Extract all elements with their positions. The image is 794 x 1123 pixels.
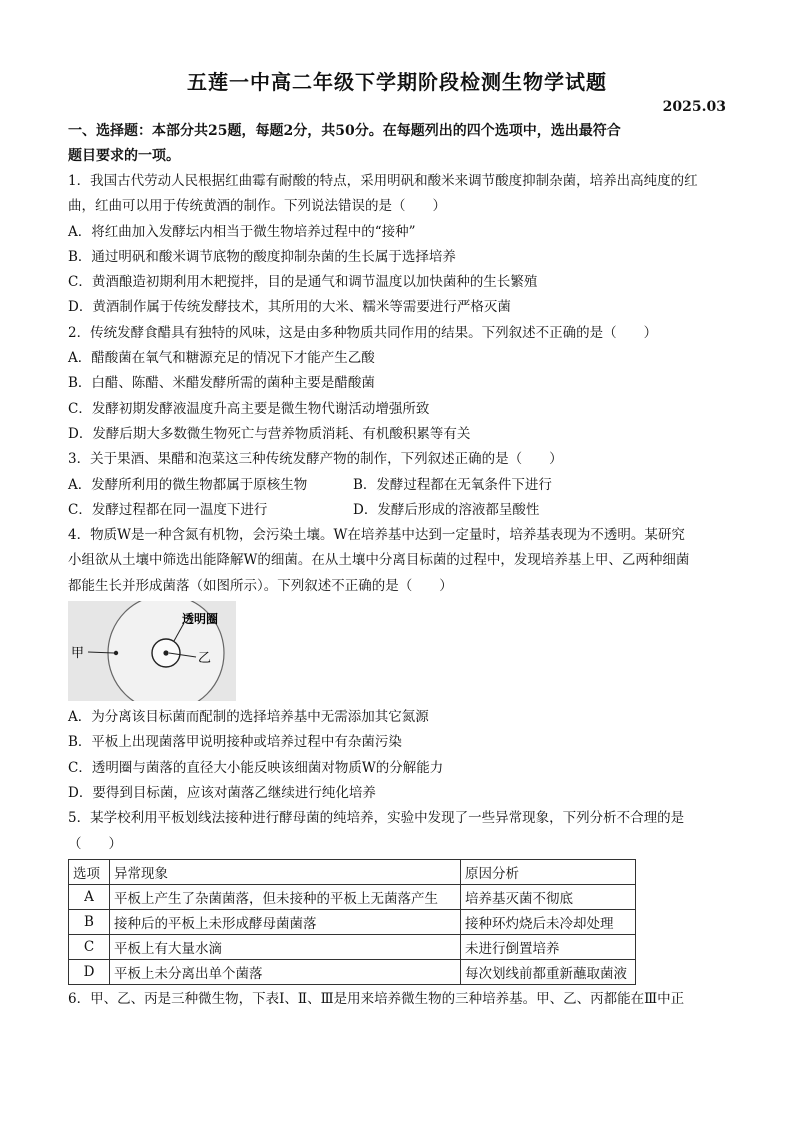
q3-option-c: C．发酵过程都在同一温度下进行 <box>68 501 268 518</box>
q5-table <box>68 859 636 985</box>
table-cell: 接种环灼烧后未冷却处理 <box>461 909 636 934</box>
q3-options-row2 <box>68 498 726 523</box>
q4-option-c: C．透明圈与菌落的直径大小能反映该细菌对物质W的分解能力 <box>68 759 444 776</box>
table-row <box>69 934 636 959</box>
petri-dish-figure <box>68 601 236 701</box>
q4-stem-line1: 4．物质W是一种含氮有机物，会污染土壤。W在培养基中达到一定量时，培养基表现为不透明。某研究 <box>68 527 685 544</box>
table-cell: B <box>69 909 110 934</box>
q3-option-b: B．发酵过程都在无氧条件下进行 <box>353 476 552 493</box>
table-row <box>69 884 636 909</box>
question-5 <box>68 806 726 985</box>
q3-option-a: A．发酵所利用的微生物都属于原核生物 <box>68 476 308 493</box>
table-cell: D <box>69 959 110 984</box>
table-cell: 平板上未分离出单个菌落 <box>110 959 461 984</box>
table-header-cell: 选项 <box>69 859 110 884</box>
petri-dish-diagram <box>68 601 236 701</box>
label-jia: 甲 <box>71 646 85 662</box>
q2-option-b: B．白醋、陈醋、米醋发酵所需的菌种主要是醋酸菌 <box>68 375 375 392</box>
exam-date: 2025.03 <box>662 99 726 115</box>
table-header-cell: 原因分析 <box>461 859 636 884</box>
q3-options-row1 <box>68 473 726 498</box>
question-4 <box>68 523 726 806</box>
q5-stem-line1: 5．某学校利用平板划线法接种进行酵母菌的纯培养，实验中发现了一些异常现象，下列分析不合理的是 <box>68 810 685 827</box>
q4-stem-line2: 小组欲从土壤中筛选出能降解W的细菌。在从土壤中分离目标菌的过程中，发现培养基上甲、乙两种细菌 <box>68 552 690 569</box>
label-halo: 透明圈 <box>182 612 219 627</box>
q1-stem-line1: 1．我国古代劳动人民根据红曲霉有耐酸的特点，采用明矾和酸米来调节酸度抑制杂菌，培养出高纯度的红 <box>68 173 698 189</box>
table-cell: A <box>69 884 110 909</box>
q1-option-d: D．黄酒制作属于传统发酵技术，其所用的大米、糯米等需要进行严格灭菌 <box>68 299 511 316</box>
q4-option-d: D．要得到目标菌，应该对菌落乙继续进行纯化培养 <box>68 784 376 801</box>
q4-option-b: B．平板上出现菌落甲说明接种或培养过程中有杂菌污染 <box>68 734 402 751</box>
q1-stem-line2: 曲，红曲可以用于传统黄酒的制作。下列说法错误的是（ ） <box>68 198 446 215</box>
section-heading-line2: 题目要求的一项。 <box>68 148 180 164</box>
table-cell: 平板上产生了杂菌菌落，但未接种的平板上无菌落产生 <box>110 884 461 909</box>
exam-page <box>68 66 726 1012</box>
question-3 <box>68 447 726 523</box>
q6-stem-line1: 6．甲、乙、丙是三种微生物，下表Ⅰ、Ⅱ、Ⅲ是用来培养微生物的三种培养基。甲、乙、丙都能在Ⅲ中正 <box>68 990 685 1007</box>
label-yi: 乙 <box>198 651 212 667</box>
table-header-row <box>69 859 636 884</box>
q2-option-a: A．醋酸菌在氧气和糖源充足的情况下才能产生乙酸 <box>68 350 375 367</box>
table-row <box>69 959 636 984</box>
q4-stem-line3: 都能生长并形成菌落（如图所示）。下列叙述不正确的是（ ） <box>68 577 453 594</box>
question-6 <box>68 987 726 1012</box>
colony-yi-dot <box>163 650 168 655</box>
table-cell: 培养基灭菌不彻底 <box>461 884 636 909</box>
q1-option-b: B．通过明矾和酸米调节底物的酸度抑制杂菌的生长属于选择培养 <box>68 248 456 265</box>
q2-option-c: C．发酵初期发酵液温度升高主要是微生物代谢活动增强所致 <box>68 400 430 417</box>
table-cell: 平板上有大量水滴 <box>110 934 461 959</box>
q3-stem: 3．关于果酒、果醋和泡菜这三种传统发酵产物的制作，下列叙述正确的是（ ） <box>68 451 563 468</box>
q4-option-a: A．为分离该目标菌而配制的选择培养基中无需添加其它氮源 <box>68 709 429 726</box>
question-2 <box>68 321 726 447</box>
question-1 <box>68 169 726 321</box>
page-title: 五莲一中高二年级下学期阶段检测生物学试题 <box>187 70 607 94</box>
table-header-cell: 异常现象 <box>110 859 461 884</box>
q3-option-d: D．发酵后形成的溶液都呈酸性 <box>353 501 540 518</box>
q2-option-d: D．发酵后期大多数微生物死亡与营养物质消耗、有机酸积累等有关 <box>68 425 471 442</box>
table-cell: 每次划线前都重新蘸取菌液 <box>461 959 636 984</box>
q5-stem-line2: （ ） <box>68 835 122 852</box>
section-heading-line1: 一、选择题：本部分共25题，每题2分，共50分。在每题列出的四个选项中，选出最符合 <box>68 123 621 139</box>
table-cell: C <box>69 934 110 959</box>
table-cell: 接种后的平板上未形成酵母菌菌落 <box>110 909 461 934</box>
q1-option-c: C．黄酒酿造初期利用木耙搅拌，目的是通气和调节温度以加快菌种的生长繁殖 <box>68 274 538 291</box>
q1-option-a: A．将红曲加入发酵坛内相当于微生物培养过程中的“接种” <box>68 223 416 240</box>
table-cell: 未进行倒置培养 <box>461 934 636 959</box>
colony-jia-dot <box>114 651 118 655</box>
q2-stem: 2．传统发酵食醋具有独特的风味，这是由多种物质共同作用的结果。下列叙述不正确的是（ ） <box>68 324 658 341</box>
table-row <box>69 909 636 934</box>
